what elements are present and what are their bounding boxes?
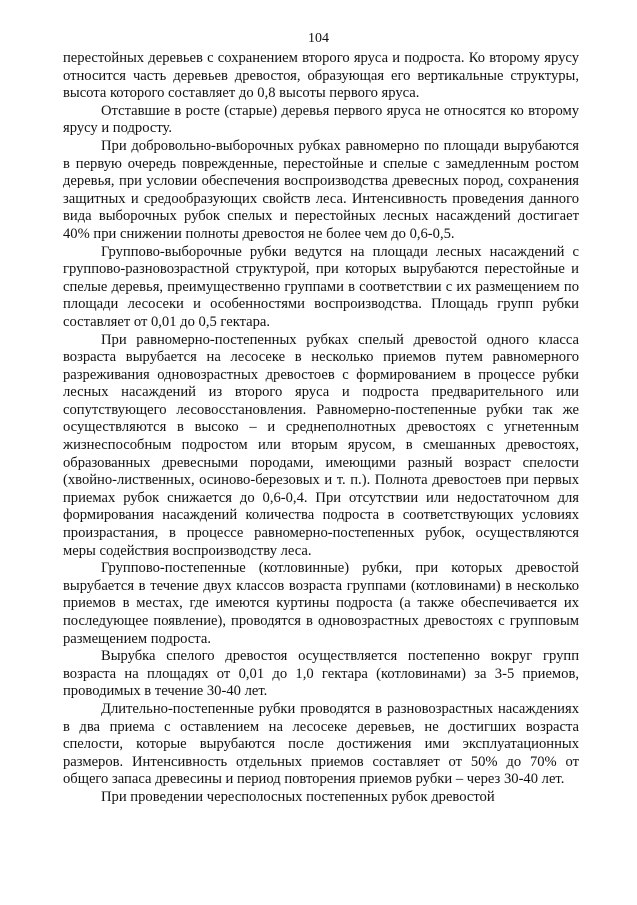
paragraph: При проведении чересполосных постепенных рубок древостой bbox=[101, 788, 495, 805]
paragraph: Отставшие в росте (старые) деревья первого яруса не относятся ко второму ярусу и подросту. bbox=[63, 102, 579, 137]
paragraph: Вырубка спелого древостоя осуществляется постепенно вокруг групп возраста на площадях от 0,01 до 1,0 гектара (котловинами) за 3-5 приемов, проводимых в течение 30-40 лет. bbox=[63, 648, 579, 700]
paragraph: При добровольно-выборочных рубках равномерно по площади вырубаются в первую очередь поврежденные, перестойные и спелые с замедленным ростом деревья, при условии обеспечения воспроизводства древесных пород, сохранения защитных и средообразующих свойств леса. Интенсивность проведения данного вида выборочных рубок спелых и перестойных лесных насаждений достигает 40% при снижении полноты древостоя не более чем до 0,6-0,5. bbox=[63, 137, 579, 242]
paragraph: Длительно-постепенные рубки проводятся в разновозрастных насаждениях в два приема с оставлением на лесосеке деревьев, не достигших возраста спелости, которые вырубаются после достижения ими эксплуатационных размеров. Интенсивность отдельных приемов составляет от 50% до 70% от общего запаса древесины и период повторения приемов рубки – через 30-40 лет. bbox=[63, 700, 579, 788]
page-number: 104 bbox=[308, 31, 329, 46]
paragraph: Группово-постепенные (котловинные) рубки, при которых древостой вырубается в течение двух классов возраста группами (котловинами) в несколько приемов в местах, где имеются куртины подроста (а также обеспечивается их последующее появление), проводятся в одновозрастных древостоях с групповым размещением подроста. bbox=[63, 560, 579, 647]
paragraph: Группово-выборочные рубки ведутся на площади лесных насаждений с группово-разновозрастной структурой, при которых вырубаются перестойные и спелые деревья, преимущественно группами в соответствии с их размещением по площади лесосеки и особенностями воспроизводства. Площадь групп рубки составляет от 0,01 до 0,5 гектара. bbox=[63, 243, 579, 330]
paragraph: При равномерно-постепенных рубках спелый древостой одного класса возраста вырубается на лесосеке в несколько приемов путем равномерного разреживания одновозрастных древостоев с формированием в процессе рубки лесных насаждений из второго яруса и подроста предварительного или сопутствующего лесовосстановления. Равномерно-постепенные рубки так же осуществляются в высоко – и среднеполнотных древостоях с угнетенным жизнеспособным подростом или вторым ярусом, в смешанных древостоях, образованных древесными породами, имеющими разный возраст спелости (хвойно-лиственных, осиново-березовых и т. п.). Полнота древостоев при первых приемах рубок снижается до 0,6-0,4. При отсутствии или недостаточном для формирования насаждений количества подроста в соответствующих условиях произрастания, в процессе равномерно-постепенных рубок, осуществляются меры содействия воспроизводству леса. bbox=[63, 331, 579, 559]
paragraph: перестойных деревьев с сохранением второго яруса и подроста. Ко второму ярусу относится часть деревьев древостоя, образующая его вертикальные структуры, высота которого составляет до 0,8 высоты первого яруса. bbox=[63, 50, 579, 102]
page-body bbox=[63, 50, 579, 807]
